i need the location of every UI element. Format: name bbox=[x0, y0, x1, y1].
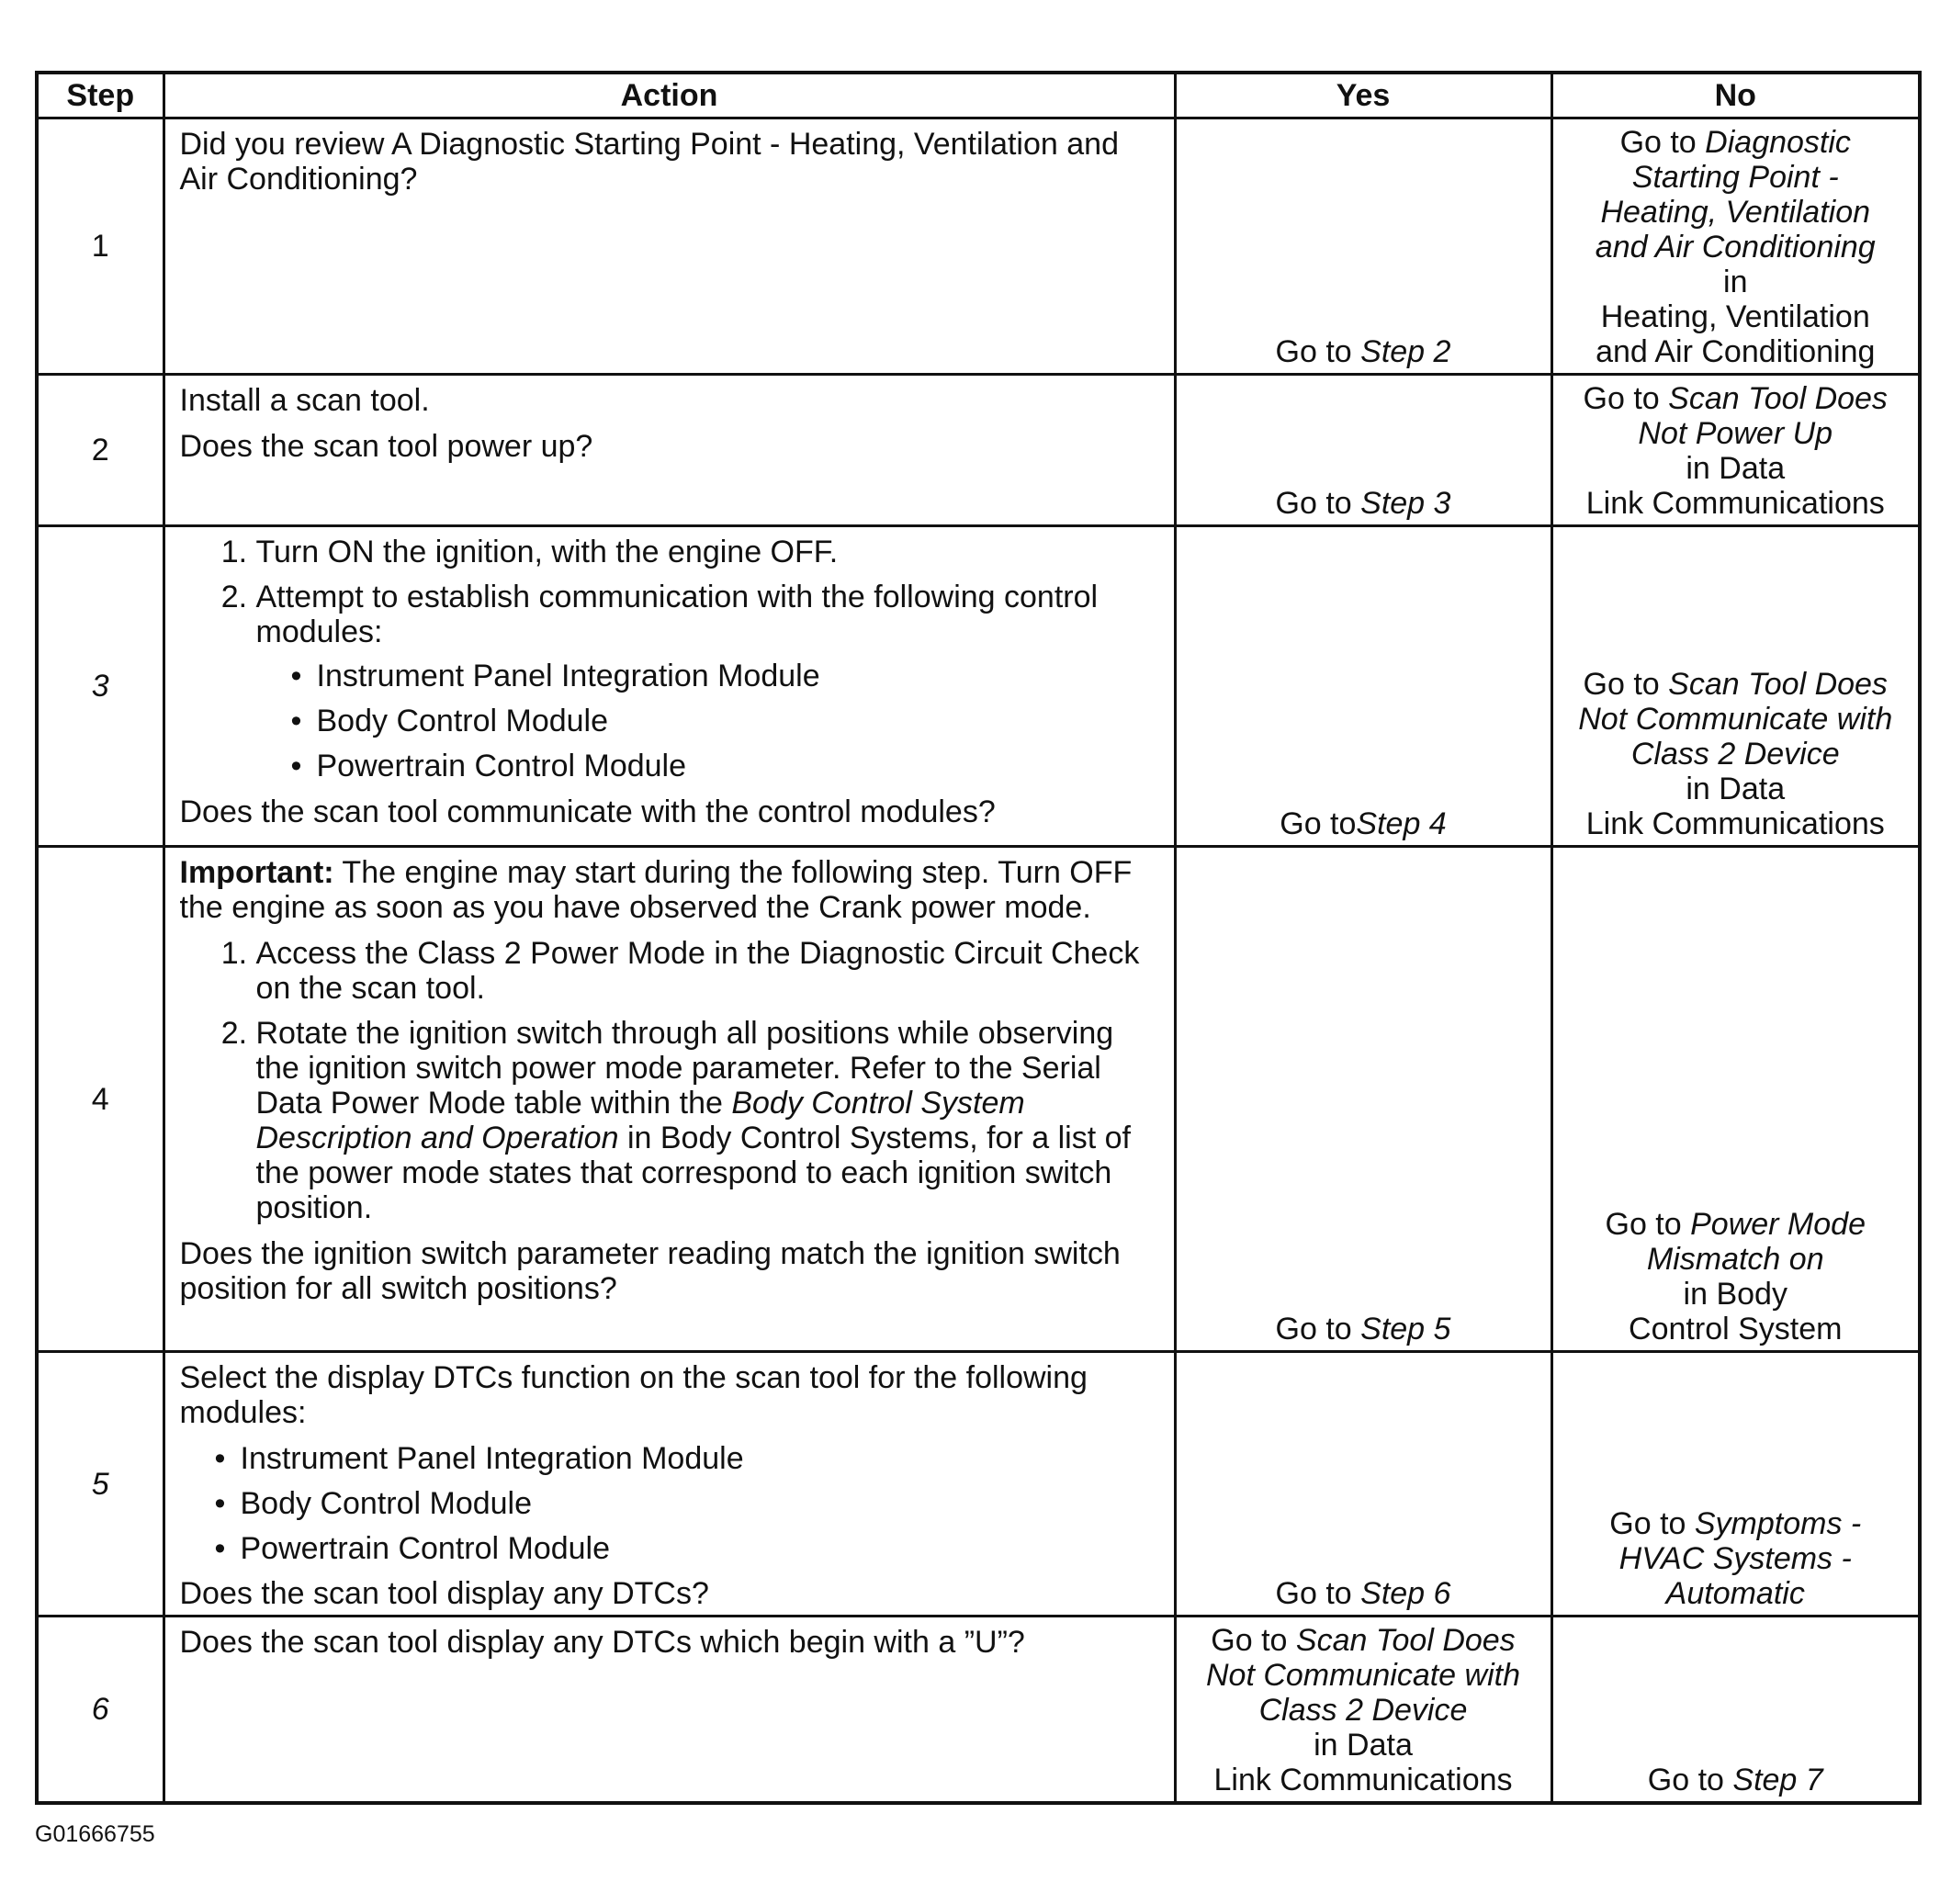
no-in: in bbox=[1723, 265, 1748, 299]
table-row bbox=[37, 375, 1920, 526]
action-step bbox=[256, 1016, 1159, 1225]
action-cell bbox=[164, 118, 1175, 375]
no-target-link[interactable]: Step 7 bbox=[1732, 1763, 1823, 1797]
yes-column-header: Yes bbox=[1175, 73, 1551, 118]
reference-link[interactable]: Body Control System Description and Operation bbox=[255, 1086, 1025, 1155]
module-list bbox=[256, 659, 1159, 783]
no-location: Link Communications bbox=[1585, 486, 1885, 521]
no-cell bbox=[1551, 1352, 1920, 1617]
no-prefix: Go to bbox=[1619, 125, 1706, 160]
yes-prefix: Go to bbox=[1275, 486, 1361, 521]
yes-target-link[interactable]: Scan Tool Does Not Communicate with Class 2 Device bbox=[1205, 1623, 1520, 1728]
action-text: Select the display DTCs function on the scan tool for the following modules: bbox=[179, 1360, 1088, 1430]
module-item: • Body Control Module bbox=[291, 704, 1159, 738]
module-item: • Instrument Panel Integration Module bbox=[215, 1441, 1159, 1476]
yes-target-link[interactable]: Step 4 bbox=[1356, 806, 1447, 841]
no-prefix: Go to bbox=[1583, 381, 1669, 416]
no-location: Link Communications bbox=[1585, 806, 1885, 841]
action-question: Does the scan tool power up? bbox=[179, 429, 593, 464]
action-question: Does the scan tool display any DTCs which begin with a ”U”? bbox=[179, 1625, 1025, 1660]
action-step-text: Attempt to establish communication with the following control modules: bbox=[255, 580, 1099, 649]
no-target-link[interactable]: Scan Tool Does Not Communicate with Class 2 Device bbox=[1578, 667, 1893, 772]
action-cell bbox=[164, 847, 1175, 1352]
no-prefix: Go to bbox=[1605, 1207, 1691, 1242]
no-in: in Data bbox=[1686, 451, 1786, 486]
table-row bbox=[37, 118, 1920, 375]
yes-target-link[interactable]: Step 3 bbox=[1360, 486, 1451, 521]
yes-prefix: Go to bbox=[1280, 806, 1357, 841]
action-cell bbox=[164, 375, 1175, 526]
no-target-link[interactable]: Scan Tool Does Not Power Up bbox=[1638, 381, 1888, 451]
no-in: in Data bbox=[1686, 772, 1786, 806]
important-label: Important: bbox=[179, 855, 334, 890]
yes-cell bbox=[1175, 1352, 1551, 1617]
step-number: 2 bbox=[37, 375, 164, 526]
table-row bbox=[37, 526, 1920, 847]
header-row bbox=[37, 73, 1920, 118]
module-item: • Body Control Module bbox=[215, 1486, 1159, 1521]
action-question: Did you review A Diagnostic Starting Point - Heating, Ventilation and Air Conditioning? bbox=[179, 127, 1119, 197]
action-question: Does the ignition switch parameter reading match the ignition switch position for all switch positions? bbox=[179, 1236, 1121, 1306]
table-row bbox=[37, 1352, 1920, 1617]
module-item: • Instrument Panel Integration Module bbox=[291, 659, 1159, 693]
no-location: Heating, Ventilation and Air Conditioning bbox=[1596, 299, 1876, 369]
step-column-header: Step bbox=[37, 73, 164, 118]
step-number: 5 bbox=[37, 1352, 164, 1617]
action-step-text: in Body Control Systems, for a list of the power mode states that correspond to each ignition switch position. bbox=[255, 1121, 1131, 1225]
action-cell bbox=[164, 1352, 1175, 1617]
action-column-header: Action bbox=[164, 73, 1175, 118]
important-note bbox=[180, 855, 1159, 925]
step-number: 3 bbox=[37, 526, 164, 847]
action-step: 1. Turn ON the ignition, with the engine OFF. bbox=[256, 535, 1159, 569]
diagnostic-table bbox=[35, 71, 1922, 1805]
module-item: • Powertrain Control Module bbox=[291, 749, 1159, 783]
action-step-text: Rotate the ignition switch through all positions while observing the ignition switch power mode parameter. Refer to the Serial Data Power Mode table within the bbox=[255, 1016, 1114, 1121]
no-location: Control System bbox=[1629, 1312, 1843, 1346]
no-target-link[interactable]: Symptoms - HVAC Systems - Automatic bbox=[1618, 1506, 1862, 1611]
module-item: • Powertrain Control Module bbox=[215, 1531, 1159, 1566]
no-cell bbox=[1551, 118, 1920, 375]
no-cell bbox=[1551, 847, 1920, 1352]
module-list bbox=[180, 1441, 1159, 1566]
yes-location: Link Communications bbox=[1213, 1763, 1513, 1797]
step-number: 6 bbox=[37, 1617, 164, 1804]
action-question: Does the scan tool communicate with the control modules? bbox=[179, 794, 996, 829]
no-prefix: Go to bbox=[1583, 667, 1669, 702]
important-text: The engine may start during the following step. Turn OFF the engine as soon as you have observed the Crank power mode. bbox=[179, 855, 1133, 925]
action-cell bbox=[164, 1617, 1175, 1804]
action-step: 1. Access the Class 2 Power Mode in the Diagnostic Circuit Check on the scan tool. bbox=[256, 936, 1159, 1006]
no-cell bbox=[1551, 526, 1920, 847]
yes-cell bbox=[1175, 526, 1551, 847]
action-text: Install a scan tool. bbox=[179, 383, 430, 418]
no-cell bbox=[1551, 375, 1920, 526]
action-cell bbox=[164, 526, 1175, 847]
yes-target-link[interactable]: Step 6 bbox=[1360, 1576, 1451, 1611]
yes-cell bbox=[1175, 847, 1551, 1352]
yes-cell bbox=[1175, 118, 1551, 375]
yes-cell bbox=[1175, 375, 1551, 526]
step-number: 1 bbox=[37, 118, 164, 375]
no-prefix: Go to bbox=[1647, 1763, 1733, 1797]
yes-target-link[interactable]: Step 5 bbox=[1360, 1312, 1451, 1346]
no-in: in Body bbox=[1683, 1277, 1787, 1312]
action-step bbox=[256, 580, 1159, 783]
yes-prefix: Go to bbox=[1275, 1576, 1361, 1611]
yes-cell bbox=[1175, 1617, 1551, 1804]
no-target-link[interactable]: Power Mode Mismatch on bbox=[1646, 1207, 1866, 1277]
yes-prefix: Go to bbox=[1211, 1623, 1296, 1658]
yes-prefix: Go to bbox=[1275, 1312, 1361, 1346]
action-steps bbox=[180, 936, 1159, 1225]
table-row bbox=[37, 1617, 1920, 1804]
yes-in: in Data bbox=[1314, 1728, 1413, 1763]
no-column-header: No bbox=[1551, 73, 1920, 118]
step-number: 4 bbox=[37, 847, 164, 1352]
no-target-link[interactable]: Diagnostic Starting Point - Heating, Ventilation and Air Conditioning bbox=[1595, 125, 1876, 265]
action-steps bbox=[180, 535, 1159, 783]
table-row bbox=[37, 847, 1920, 1352]
yes-target-link[interactable]: Step 2 bbox=[1360, 334, 1451, 369]
yes-prefix: Go to bbox=[1275, 334, 1361, 369]
no-prefix: Go to bbox=[1609, 1506, 1695, 1541]
no-cell bbox=[1551, 1617, 1920, 1804]
action-question: Does the scan tool display any DTCs? bbox=[179, 1576, 709, 1611]
figure-id: G01666755 bbox=[35, 1821, 155, 1847]
